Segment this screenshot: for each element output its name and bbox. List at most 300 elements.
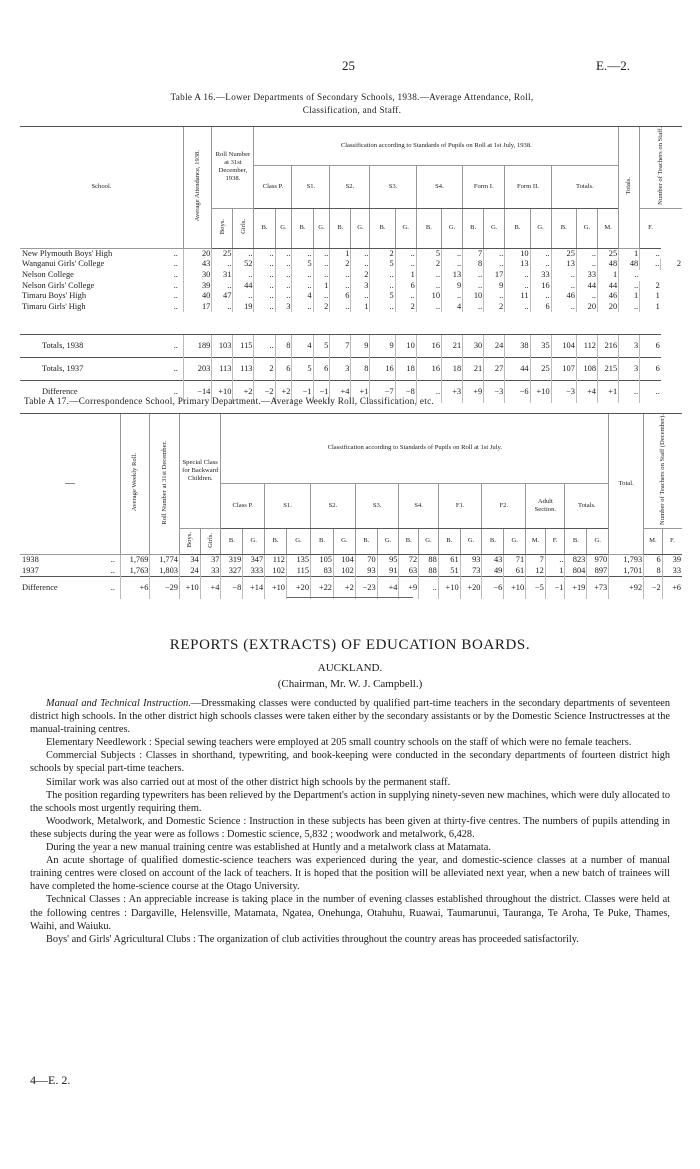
t16-head-b: B.: [551, 208, 576, 248]
table-cell: ..: [395, 259, 416, 270]
table-cell: ..: [313, 259, 330, 270]
table-row: [20, 358, 682, 381]
footer-ref: 4—E. 2.: [30, 1073, 71, 1087]
table-cell: −1: [545, 577, 565, 600]
table-cell: 5: [416, 248, 441, 259]
table-cell: 39: [662, 554, 682, 565]
table-cell: 897: [587, 566, 609, 577]
table-cell: 2: [640, 281, 661, 292]
row-label: [20, 259, 183, 270]
table-cell: ..: [505, 281, 530, 292]
table-cell: 1: [640, 302, 661, 313]
t16-head-avg: Average Attendance, 1938.: [183, 127, 211, 249]
table-cell: ..: [313, 291, 330, 302]
t16-head-f: F.: [640, 208, 661, 248]
table-cell: 327: [221, 566, 243, 577]
paragraph: During the year a new manual training centre was established at Huntly and a metalwork class at Matamata.: [46, 842, 491, 854]
table-cell: ..: [619, 381, 640, 404]
table-cell: 48: [619, 259, 640, 270]
table-cell: −7: [370, 381, 395, 404]
table-cell: ..: [313, 248, 330, 259]
t16-head-teachers: Number of Teachers on Staff.: [640, 127, 682, 209]
t16-head-totals-v: Totals.: [619, 127, 640, 249]
t16-head-f1: Form I.: [463, 166, 505, 209]
table-cell: 5: [313, 335, 330, 358]
table-cell: 11: [505, 291, 530, 302]
table-cell: ..: [233, 291, 254, 302]
table-cell: ..: [442, 248, 463, 259]
table-cell: 25: [530, 358, 551, 381]
table-cell: 4: [292, 291, 313, 302]
row-label: [20, 566, 120, 577]
table-cell: ..: [292, 302, 313, 313]
table17: [20, 413, 682, 599]
table-cell: ..: [254, 291, 275, 302]
table-cell: 24: [484, 335, 505, 358]
table-cell: ..: [619, 281, 640, 292]
table-cell: ..: [551, 281, 576, 292]
table-cell: ..: [484, 291, 505, 302]
table-cell: 10: [463, 291, 484, 302]
t16-head-s1: S1.: [292, 166, 330, 209]
table-cell: 102: [265, 566, 287, 577]
t16-head-g: G.: [530, 208, 551, 248]
t17-head-f2: F2.: [482, 483, 526, 528]
table-cell: +20: [286, 577, 310, 600]
table-cell: ..: [351, 248, 370, 259]
table-cell: +10: [504, 577, 526, 600]
t17-head-g: G.: [333, 528, 355, 554]
table-cell: 10: [395, 335, 416, 358]
table-cell: ..: [254, 335, 275, 358]
table-cell: 61: [504, 566, 526, 577]
leader-dots: ..: [173, 341, 178, 351]
table-cell: 3: [275, 302, 292, 313]
t17-head-b: B.: [355, 528, 377, 554]
table-cell: ..: [640, 248, 661, 259]
t16-head-girls: Girls.: [233, 208, 254, 248]
table-cell: 83: [311, 566, 334, 577]
table-cell: +19: [565, 577, 587, 600]
table-cell: ..: [640, 381, 661, 404]
t17-head-total: Total.: [609, 414, 644, 555]
row-label-text: Nelson College: [22, 270, 74, 280]
paragraph: Elementary Needlework : Special sewing teachers were employed at 205 small country schools on the staff of which were no female teachers.: [46, 737, 632, 749]
paragraph: Boys' and Girls' Agricultural Clubs : The organization of club activities throughout the country areas has proceeded satisfactorily.: [46, 933, 579, 945]
leader-dots: ..: [173, 301, 178, 311]
table-cell: 216: [598, 335, 619, 358]
t17-head-s2: S2.: [311, 483, 356, 528]
table-cell: ..: [212, 302, 233, 313]
table-cell: 44: [505, 358, 530, 381]
t16-head-classif: Classification according to Standards of Pupils on Roll at 1st July, 1938.: [254, 127, 619, 166]
table-cell: ..: [640, 259, 661, 270]
table-cell: 93: [355, 566, 377, 577]
table-cell: ..: [576, 259, 597, 270]
table-cell: ..: [254, 248, 275, 259]
table-cell: 19: [233, 302, 254, 313]
table-cell: 112: [576, 335, 597, 358]
table16-title-line1: Table A 16.—Lower Departments of Secondary Schools, 1938.—Average Attendance, Roll,: [170, 92, 534, 102]
table16-body: [20, 248, 682, 403]
table-cell: 1: [395, 270, 416, 281]
table-cell: +10: [438, 577, 460, 600]
t17-head-avg: Average Weekly Roll.: [120, 414, 149, 555]
page-number: 25: [342, 58, 355, 73]
table-cell: 9: [484, 281, 505, 292]
t17-head-f: F.: [662, 528, 682, 554]
t16-head-b: B.: [254, 208, 275, 248]
table-cell: 21: [442, 335, 463, 358]
table-cell: 1: [330, 248, 351, 259]
table-cell: 9: [442, 281, 463, 292]
t17-head-g: G.: [243, 528, 265, 554]
table-cell: 88: [419, 566, 439, 577]
table-cell: 7: [526, 554, 546, 565]
t16-head-roll: Roll Number at 31st December, 1938.: [212, 127, 254, 209]
table-cell: ..: [484, 248, 505, 259]
table-cell: 203: [183, 358, 211, 381]
table-cell: 44: [598, 281, 619, 292]
t17-head-roll: Roll Number at 31st December.: [150, 414, 179, 555]
paragraph: Similar work was also carried out at most of the other district high schools by the permanent staff.: [46, 776, 451, 788]
table-cell: 12: [526, 566, 546, 577]
table-cell: 33: [530, 270, 551, 281]
table-cell: 46: [598, 291, 619, 302]
table-cell: 25: [598, 248, 619, 259]
t17-head-g: G.: [286, 528, 310, 554]
t17-head-s3: S3.: [355, 483, 399, 528]
table-row: [20, 335, 682, 358]
table-cell: +4: [576, 381, 597, 404]
t17-head-special: Special Class for Backward Children.: [179, 414, 221, 529]
table-cell: 5: [292, 358, 313, 381]
table-cell: 5: [292, 259, 313, 270]
t16-head-f2: Form II.: [505, 166, 551, 209]
leader-dots: ..: [173, 291, 178, 301]
table-cell: 30: [183, 270, 211, 281]
table-cell: 135: [286, 554, 310, 565]
table-cell: 33: [200, 566, 221, 577]
table-cell: 30: [463, 335, 484, 358]
table-cell: 1,774: [150, 554, 179, 565]
table-row: [20, 291, 682, 302]
table-row: [20, 577, 682, 600]
table-cell: 9: [370, 335, 395, 358]
paragraph-lead: Manual and Technical Instruction.: [46, 698, 191, 709]
table-cell: 72: [399, 554, 419, 565]
table-cell: +6: [120, 577, 149, 600]
table-cell: ..: [370, 281, 395, 292]
leader-dots: ..: [173, 270, 178, 280]
table-cell: +14: [243, 577, 265, 600]
table-cell: ..: [442, 291, 463, 302]
table-cell: 6: [640, 335, 661, 358]
table-cell: +22: [311, 577, 334, 600]
table-cell: ..: [254, 302, 275, 313]
t17-head-g: G.: [504, 528, 526, 554]
t16-head-classp: Class P.: [254, 166, 292, 209]
table-row: [20, 566, 682, 577]
table-cell: 46: [551, 291, 576, 302]
t17-head-s4: S4.: [399, 483, 438, 528]
t17-head-b: B.: [438, 528, 460, 554]
table-cell: ..: [576, 248, 597, 259]
t16-head-b: B.: [292, 208, 313, 248]
t16-head-g: G.: [313, 208, 330, 248]
table-cell: 1,763: [120, 566, 149, 577]
table-cell: 6: [530, 302, 551, 313]
table-cell: 44: [233, 281, 254, 292]
t17-head-f: F.: [545, 528, 565, 554]
table-cell: 17: [183, 302, 211, 313]
table-cell: 24: [179, 566, 200, 577]
spacer-row: [20, 312, 682, 335]
table-cell: 5: [370, 259, 395, 270]
table-cell: ..: [416, 270, 441, 281]
t17-head-adult: Adult Section.: [526, 483, 565, 528]
row-label-text: 1937: [22, 565, 39, 575]
table-cell: 7: [330, 335, 351, 358]
table-cell: ..: [619, 270, 640, 281]
table-cell: ..: [505, 270, 530, 281]
table-cell: 3: [351, 281, 370, 292]
table-cell: 33: [576, 270, 597, 281]
table-cell: 39: [183, 281, 211, 292]
table-cell: 13: [505, 259, 530, 270]
table-cell: 47: [212, 291, 233, 302]
table-cell: 2: [370, 248, 395, 259]
table-cell: +2: [233, 381, 254, 404]
table-cell: ..: [395, 291, 416, 302]
row-label-text: Nelson Girls' College: [22, 280, 95, 290]
table-cell: +10: [265, 577, 287, 600]
table-cell: 61: [438, 554, 460, 565]
table-cell: 4: [292, 335, 313, 358]
row-label: [20, 248, 183, 259]
table-cell: ..: [292, 248, 313, 259]
row-label: [20, 281, 183, 292]
table-cell: 1,701: [609, 566, 644, 577]
table-cell: 1: [351, 302, 370, 313]
table-cell: −23: [355, 577, 377, 600]
t17-head-classp: Class P.: [221, 483, 265, 528]
table-cell: 319: [221, 554, 243, 565]
table-cell: 6: [395, 281, 416, 292]
table-cell: +10: [179, 577, 200, 600]
table-row: [20, 259, 682, 270]
table-cell: 63: [399, 566, 419, 577]
table-cell: 2: [313, 302, 330, 313]
table-cell: +9: [463, 381, 484, 404]
table-cell: ..: [233, 248, 254, 259]
table-cell: 6: [275, 358, 292, 381]
table-cell: −3: [551, 381, 576, 404]
table-cell: +2: [333, 577, 355, 600]
row-label-text: Totals, 1937: [42, 364, 84, 374]
table-cell: 16: [416, 335, 441, 358]
table-cell: ..: [395, 248, 416, 259]
table-cell: ..: [212, 259, 233, 270]
table-cell: ..: [463, 270, 484, 281]
t17-head-b: B.: [482, 528, 504, 554]
table-cell: ..: [275, 259, 292, 270]
table-cell: 16: [370, 358, 395, 381]
table-cell: 113: [233, 358, 254, 381]
table-cell: 104: [333, 554, 355, 565]
table-cell: ..: [576, 291, 597, 302]
table-cell: +9: [399, 577, 419, 600]
table-cell: 16: [416, 358, 441, 381]
table-cell: −1: [292, 381, 313, 404]
table-cell: +1: [351, 381, 370, 404]
table-cell: 3: [619, 335, 640, 358]
table-cell: 18: [395, 358, 416, 381]
report-body: [30, 697, 670, 946]
paragraph-text: —Dressmaking classes were conducted by qualified part-time teachers in the secondary departments of seventeen district high schools. In the other district high schools classes were taken either by the secondary assistants or by the Domestic Science Instructresses at the manual-training centres.: [30, 698, 670, 736]
table16: [20, 126, 682, 403]
table-cell: 1,793: [609, 554, 644, 565]
table-cell: 105: [311, 554, 334, 565]
table-cell: ..: [275, 281, 292, 292]
table-cell: 9: [351, 335, 370, 358]
table-cell: 3: [619, 358, 640, 381]
table-cell: 44: [576, 281, 597, 292]
row-label: [20, 302, 183, 313]
t16-head-b: B.: [330, 208, 351, 248]
table-cell: ..: [419, 577, 439, 600]
row-label-text: Timaru Boys' High: [22, 291, 87, 301]
paragraph: [30, 697, 670, 736]
table-cell: ..: [292, 281, 313, 292]
table-cell: 35: [530, 335, 551, 358]
table-row: [20, 302, 682, 313]
table-cell: 115: [286, 566, 310, 577]
t17-head-m: M.: [526, 528, 546, 554]
table-cell: 108: [576, 358, 597, 381]
table-cell: 48: [598, 259, 619, 270]
table-cell: 6: [644, 554, 663, 565]
table-cell: 1: [598, 270, 619, 281]
row-label: [20, 270, 183, 281]
t17-head-totals: Totals.: [565, 483, 609, 528]
table-cell: 347: [243, 554, 265, 565]
table-cell: 43: [183, 259, 211, 270]
t16-head-g: G.: [484, 208, 505, 248]
table-cell: ..: [416, 281, 441, 292]
table-cell: 115: [233, 335, 254, 358]
table-cell: 2: [351, 270, 370, 281]
table-row: [20, 248, 682, 259]
table-cell: +20: [460, 577, 482, 600]
table-cell: 93: [460, 554, 482, 565]
t17-head-b: B.: [565, 528, 587, 554]
table-cell: ..: [351, 259, 370, 270]
row-label: [20, 554, 120, 565]
table-cell: 49: [482, 566, 504, 577]
t17-head-teachers: Number of Teachers on Staff (December).: [644, 414, 682, 529]
table-cell: 1: [545, 566, 565, 577]
table-cell: ..: [275, 291, 292, 302]
table-cell: 91: [377, 566, 399, 577]
t17-head-s1: S1.: [265, 483, 311, 528]
table-cell: 71: [504, 554, 526, 565]
table-cell: 970: [587, 554, 609, 565]
table-cell: 104: [551, 335, 576, 358]
t16-head-b: B.: [416, 208, 441, 248]
t16-head-totals: Totals.: [551, 166, 619, 209]
table-cell: 1: [640, 291, 661, 302]
table-cell: 43: [482, 554, 504, 565]
table-cell: −2: [254, 381, 275, 404]
table-cell: 73: [460, 566, 482, 577]
table-cell: +92: [609, 577, 644, 600]
board-chairman: (Chairman, Mr. W. J. Campbell.): [277, 678, 423, 690]
table-cell: ..: [551, 270, 576, 281]
table-cell: 102: [333, 566, 355, 577]
paragraph: Technical Classes : An appreciable increase is taking place in the number of evening classes established throughout the district. Classes were held at the following centres : Dargaville, Helensville, Matamata, Ngatea, Onehunga, Otahuhu, Ruawai, Taumarunui, Tauranga, Te Aroha, Te Puke, Thames, Waihi, and Waiuku.: [30, 894, 670, 932]
table-cell: ..: [330, 270, 351, 281]
table-cell: ..: [212, 281, 233, 292]
t16-head-school: School.: [20, 127, 183, 249]
table-cell: 189: [183, 335, 211, 358]
table-cell: 6: [313, 358, 330, 381]
leader-dots: ..: [173, 259, 178, 269]
table-row: [20, 270, 682, 281]
table-cell: 52: [233, 259, 254, 270]
table-cell: 10: [416, 291, 441, 302]
table-cell: ..: [370, 302, 395, 313]
t17-head-boys: Boys.: [179, 528, 200, 554]
row-label-text: Timaru Girls' High: [22, 301, 86, 311]
table-cell: 2: [254, 358, 275, 381]
row-label-text: 1938: [22, 554, 39, 564]
table-cell: −29: [150, 577, 179, 600]
table-cell: ..: [530, 291, 551, 302]
table-cell: 5: [370, 291, 395, 302]
table-cell: 37: [200, 554, 221, 565]
table-cell: 25: [212, 248, 233, 259]
table16-title: [22, 91, 682, 117]
table-cell: 18: [442, 358, 463, 381]
table-cell: 13: [442, 270, 463, 281]
table-cell: −6: [505, 381, 530, 404]
table-cell: 27: [484, 358, 505, 381]
t16-head-g: G.: [275, 208, 292, 248]
table-cell: ..: [275, 270, 292, 281]
table-cell: +1: [598, 381, 619, 404]
t17-head-g: G.: [460, 528, 482, 554]
table-cell: 40: [183, 291, 211, 302]
table16-title-line2: Classification, and Staff.: [302, 105, 402, 115]
table-cell: ..: [275, 248, 292, 259]
table-cell: 17: [484, 270, 505, 281]
table-cell: 10: [505, 248, 530, 259]
t16-head-g: G.: [442, 208, 463, 248]
table-cell: 33: [662, 566, 682, 577]
table-cell: 1: [619, 291, 640, 302]
table-cell: ..: [370, 270, 395, 281]
table-cell: 51: [438, 566, 460, 577]
table-cell: +4: [330, 381, 351, 404]
table-cell: ..: [484, 259, 505, 270]
leader-dots: ..: [110, 554, 115, 564]
table-cell: ..: [463, 302, 484, 313]
t17-head-b: B.: [221, 528, 243, 554]
table-cell: −5: [526, 577, 546, 600]
t17-head-g: G.: [419, 528, 439, 554]
table-cell: 1: [619, 248, 640, 259]
